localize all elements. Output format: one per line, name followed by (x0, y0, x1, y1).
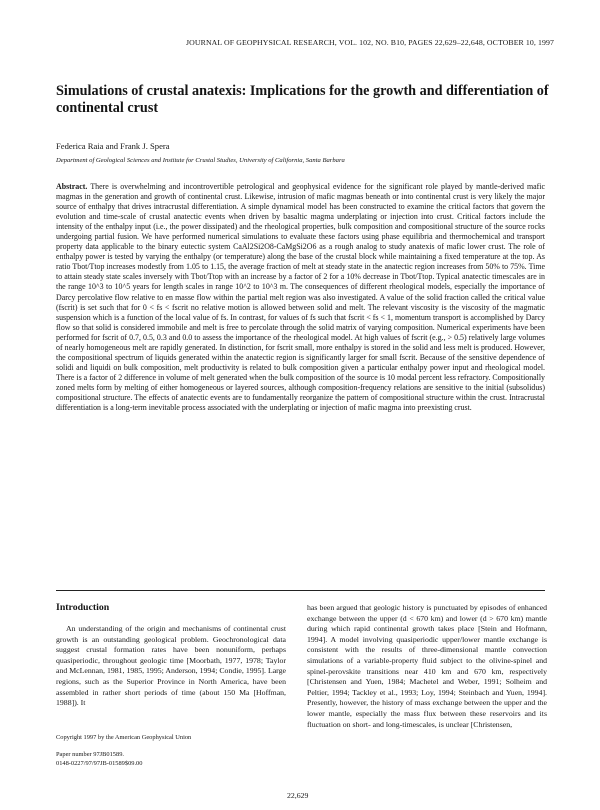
article-title: Simulations of crustal anatexis: Implications for the growth and differentiation of continental crust (56, 83, 549, 116)
section-heading-introduction: Introduction (56, 602, 110, 613)
author-affiliation: Department of Geological Sciences and Institute for Crustal Studies, University of California, Santa Barbara (56, 157, 345, 164)
intro-left-column: An understanding of the origin and mechanisms of continental crust growth is an outstanding geological problem. Geochronological data suggest crustal formation rates have been nonuniform, perhaps quasiperiodic, throughout geologic time [Moorbath, 1977, 1978; Taylor and McLennan, 1981, 1985, 1995; Anderson, 1994; Condie, 1995]. Large regions, such as the Superior Province in North America, have been assembled in rather short periods of time (about 150 Ma [Hoffman, 1988]). It (56, 624, 286, 708)
copyright-notice: Copyright 1997 by the American Geophysical Union (56, 734, 192, 741)
intro-right-column: has been argued that geologic history is punctuated by episodes of enhanced exchange between the upper (d < 670 km) and lower (d > 670 km) mantle during which rapid continental growth takes place [Stein and Hofmann, 1994]. A model involving quasiperiodic upper/lower mantle exchange is consistent with the results of three-dimensional mantle convection simulations of a variable-property fluid subject to the olivine-spinel and spinel-perovskite transitions near 410 km and 670 km, respectively [Christensen and Yuen, 1984; Machetel and Weber, 1991; Solheim and Peltier, 1994; Tackley et al., 1993; Loy, 1994; Steinbach and Yuen, 1994]. Presently, however, the history of mass exchange between the upper and the lower mantle, especially the mass flux between these reservoirs and its fluctuation on short- and long-timescales, is unclear [Christensen, (307, 603, 547, 729)
abstract-block (56, 182, 545, 413)
author-list: Federica Raia and Frank J. Spera (56, 141, 170, 151)
page-number: 22,629 (287, 791, 309, 800)
paper-id: 0148-0227/97/97JB-01589$09.00 (56, 760, 143, 767)
abstract-text: There is overwhelming and incontrovertible petrological and geophysical evidence for the significant role played by mantle-derived mafic magmas in the generation and growth of continental crust. Likewise, intrusion of mafic magmas beneath or into continental crust is very likely the major source of enthalpy that drives intracrustal differentiation. A simple dynamical model has been constructed to examine the critical factors that govern the evolution and time-scale of crustal anatectic events when driven by basaltic magma underplating or injection into crust. Critical factors include the intensity of the enthalpy input (i.e., the power dissipated) and the rheological properties, bulk composition and compositional structure of the source rocks undergoing partial fusion. We have performed numerical simulations to evaluate these factors using phase equilibria and thermochemical and transport property data applicable to the binary eutectic system CaAl2Si2O8-CaMgSi2O6 as a rough analog to study anatexis of mafic lower crust. The role of enthalpy power is tested by varying the enthalpy (or temperature) along the base of the crustal block while maintaining a fixed temperature at the top. As ratio Tbot/Ttop increases modestly from 1.05 to 1.15, the average fraction of melt at steady state in the anatectic region increases from 50% to 75%. Time to attain steady state scales inversely with Tbot/Ttop with an increase by a factor of 2 for a 10% decrease in Tbot/Ttop. Typical anatectic timescales are in the range 10^3 to 10^5 years for length scales in range 10^2 to 10^3 m. The consequences of different rheological models, especially the importance of Darcy percolative flow relative to en masse flow within the partial melt region was also investigated. A value of the solid fraction called the critical value (fscrit) is set such that for 0 < fs < fscrit no relative motion is allowed between solid and melt. The relevant viscosity is the viscosity of the magmatic suspension which is a function of the local value of fs. In contrast, for values of fs such that fscrit < fs < 1, momentum transport is accomplished by Darcy flow so that solid is considered immobile and melt is free to percolate through the solid matrix of varying composition. Numerical experiments have been performed for fscrit of 0.7, 0.5, 0.3 and 0.0 to assess the importance of the rheological model. At high values of fscrit (e.g., > 0.5) relatively large volumes of nearly homogeneous melt are rapidly generated. In distinction, for fscrit small, more enthalpy is stored in the solid and less melt is produced. However, the compositional spectrum of liquids generated within the anatectic region is significantly larger for small fscrit. Because of the sensitive dependence of solidi and liquidi on bulk composition, melt productivity is related to bulk composition given a particular enthalpy power input and rheological model. There is a factor of 2 difference in volume of melt generated when the bulk composition of the source is 10 modal percent less refractory. Compositionally zoned melts form by melting of either homogeneous or layered sources, although composition-frequency relations are sensitive to the initial (subsolidus) compositional structure. The effects of anatectic events are to fundamentally reorganize the pattern of compositional structure within the crust. Intracrustal differentiation is a long-term inevitable process associated with the underplating or injection of mafic magma into preexisting crust. (56, 182, 545, 413)
journal-header: JOURNAL OF GEOPHYSICAL RESEARCH, VOL. 102, NO. B10, PAGES 22,629–22,648, OCTOBER 10, 1997 (186, 38, 554, 47)
paper-number: Paper number 97JB01589. (56, 751, 124, 758)
section-divider (56, 590, 545, 591)
abstract-label: Abstract. (56, 182, 88, 191)
